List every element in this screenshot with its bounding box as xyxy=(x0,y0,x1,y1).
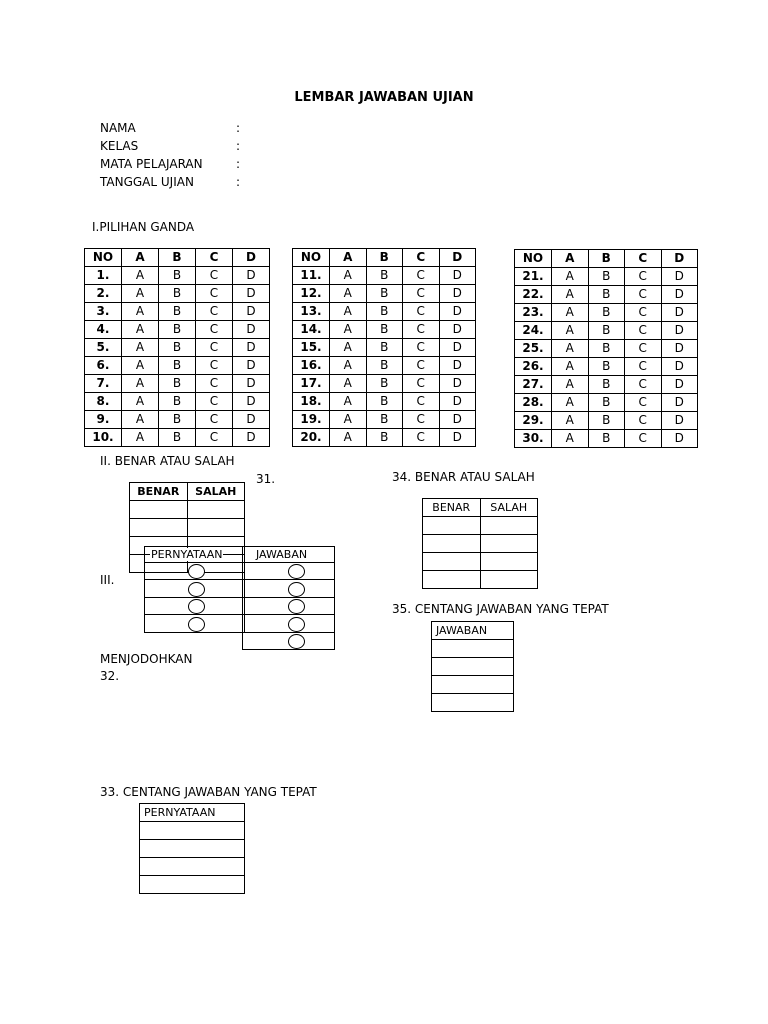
row-divider xyxy=(242,579,335,580)
option-b[interactable]: B xyxy=(366,321,403,339)
option-c[interactable]: C xyxy=(403,285,440,303)
option-b[interactable]: B xyxy=(588,358,625,376)
option-a[interactable]: A xyxy=(552,430,589,448)
answer-table-21-30 xyxy=(514,249,698,448)
identity-label-nama: NAMA xyxy=(100,121,136,135)
answer-cell[interactable] xyxy=(480,517,538,535)
option-c[interactable]: C xyxy=(196,429,233,447)
table-row xyxy=(140,876,245,894)
column-header-a: A xyxy=(122,249,159,267)
table-row xyxy=(293,339,476,357)
option-c[interactable]: C xyxy=(625,394,662,412)
question-number: 13. xyxy=(293,303,330,321)
question-number: 26. xyxy=(515,358,552,376)
table-row xyxy=(293,285,476,303)
question-33-label: 33. CENTANG JAWABAN YANG TEPAT xyxy=(100,785,317,799)
identity-colon: : xyxy=(236,121,241,135)
jawaban-table-35 xyxy=(431,621,514,712)
option-d[interactable]: D xyxy=(233,393,270,411)
option-d[interactable]: D xyxy=(439,411,476,429)
question-number: 20. xyxy=(293,429,330,447)
table-row xyxy=(293,303,476,321)
option-a[interactable]: A xyxy=(552,304,589,322)
answer-cell[interactable] xyxy=(140,876,245,894)
option-d[interactable]: D xyxy=(439,357,476,375)
question-34-label: 34. BENAR ATAU SALAH xyxy=(392,470,535,484)
option-d[interactable]: D xyxy=(661,358,698,376)
option-a[interactable]: A xyxy=(122,303,159,321)
column-header-b: B xyxy=(588,250,625,268)
option-b[interactable]: B xyxy=(588,430,625,448)
option-b[interactable]: B xyxy=(366,339,403,357)
option-d[interactable]: D xyxy=(439,393,476,411)
section-3-roman-label: III. xyxy=(100,573,115,587)
benar-header: BENAR xyxy=(130,483,188,501)
option-b[interactable]: B xyxy=(366,393,403,411)
table-row xyxy=(515,376,698,394)
question-number: 8. xyxy=(85,393,122,411)
row-divider xyxy=(144,614,245,615)
question-number: 12. xyxy=(293,285,330,303)
table-header-row xyxy=(515,250,698,268)
question-number: 28. xyxy=(515,394,552,412)
option-c[interactable]: C xyxy=(403,303,440,321)
option-d[interactable]: D xyxy=(233,411,270,429)
option-d[interactable]: D xyxy=(439,303,476,321)
table-row xyxy=(293,429,476,447)
column-header-b: B xyxy=(366,249,403,267)
identity-label-tanggal-ujian: TANGGAL UJIAN xyxy=(100,175,194,189)
question-number: 15. xyxy=(293,339,330,357)
option-c[interactable]: C xyxy=(403,393,440,411)
answer-cell[interactable] xyxy=(432,658,514,676)
table-row xyxy=(515,412,698,430)
table-row xyxy=(515,358,698,376)
section-pilihan-ganda-label: I.PILIHAN GANDA xyxy=(92,220,195,234)
option-d[interactable]: D xyxy=(233,429,270,447)
section-menjodohkan-label: MENJODOHKAN xyxy=(100,652,193,666)
question-32-number: 32. xyxy=(100,669,120,683)
table-row xyxy=(423,553,538,571)
answer-cell[interactable] xyxy=(130,519,188,537)
option-b[interactable]: B xyxy=(588,286,625,304)
option-d[interactable]: D xyxy=(661,268,698,286)
answer-cell[interactable] xyxy=(480,553,538,571)
option-a[interactable]: A xyxy=(552,286,589,304)
table-row xyxy=(85,411,270,429)
option-d[interactable]: D xyxy=(439,339,476,357)
table-row xyxy=(85,285,270,303)
salah-header: SALAH xyxy=(480,499,538,517)
option-b[interactable]: B xyxy=(159,321,196,339)
option-d[interactable]: D xyxy=(233,267,270,285)
table-row xyxy=(515,268,698,286)
option-b[interactable]: B xyxy=(366,285,403,303)
option-a[interactable]: A xyxy=(122,321,159,339)
table-row xyxy=(85,375,270,393)
answer-cell[interactable] xyxy=(480,571,538,589)
table-header-row xyxy=(432,622,514,640)
table-row xyxy=(85,321,270,339)
answer-cell[interactable] xyxy=(432,676,514,694)
table-row xyxy=(515,286,698,304)
option-c[interactable]: C xyxy=(625,376,662,394)
option-b[interactable]: B xyxy=(159,303,196,321)
table-row xyxy=(293,267,476,285)
option-a[interactable]: A xyxy=(330,429,367,447)
table-row xyxy=(432,676,514,694)
question-number: 6. xyxy=(85,357,122,375)
column-header-a: A xyxy=(552,250,589,268)
identity-colon: : xyxy=(236,139,241,153)
answer-cell[interactable] xyxy=(480,535,538,553)
table-row xyxy=(515,430,698,448)
identity-colon: : xyxy=(236,175,241,189)
option-d[interactable]: D xyxy=(661,376,698,394)
match-dot-right[interactable] xyxy=(288,599,305,614)
option-d[interactable]: D xyxy=(233,357,270,375)
option-a[interactable]: A xyxy=(552,358,589,376)
answer-cell[interactable] xyxy=(140,840,245,858)
option-a[interactable]: A xyxy=(122,267,159,285)
option-d[interactable]: D xyxy=(233,321,270,339)
table-header-row xyxy=(293,249,476,267)
option-a[interactable]: A xyxy=(552,268,589,286)
table-row xyxy=(293,393,476,411)
table-header-row xyxy=(85,249,270,267)
table-header-row xyxy=(140,804,245,822)
option-b[interactable]: B xyxy=(588,322,625,340)
option-c[interactable]: C xyxy=(403,375,440,393)
column-header-d: D xyxy=(439,249,476,267)
table-row xyxy=(85,357,270,375)
option-b[interactable]: B xyxy=(159,339,196,357)
table-row xyxy=(85,267,270,285)
question-number: 1. xyxy=(85,267,122,285)
question-number: 17. xyxy=(293,375,330,393)
question-31-number: 31. xyxy=(256,472,276,486)
row-divider xyxy=(242,562,335,563)
option-a[interactable]: A xyxy=(330,375,367,393)
option-a[interactable]: A xyxy=(330,303,367,321)
question-number: 23. xyxy=(515,304,552,322)
option-a[interactable]: A xyxy=(330,267,367,285)
section-benar-salah-label: II. BENAR ATAU SALAH xyxy=(100,454,235,468)
question-number: 9. xyxy=(85,411,122,429)
match-dot-right[interactable] xyxy=(288,617,305,632)
column-header-d: D xyxy=(233,249,270,267)
question-number: 21. xyxy=(515,268,552,286)
option-a[interactable]: A xyxy=(552,322,589,340)
option-d[interactable]: D xyxy=(661,286,698,304)
option-b[interactable]: B xyxy=(588,412,625,430)
option-b[interactable]: B xyxy=(366,267,403,285)
jawaban-header: JAWABAN xyxy=(432,622,514,640)
option-a[interactable]: A xyxy=(122,411,159,429)
table-row xyxy=(140,858,245,876)
option-c[interactable]: C xyxy=(625,412,662,430)
table-row xyxy=(140,822,245,840)
option-c[interactable]: C xyxy=(625,340,662,358)
answer-cell[interactable] xyxy=(140,858,245,876)
answer-cell[interactable] xyxy=(423,517,481,535)
question-number: 4. xyxy=(85,321,122,339)
option-a[interactable]: A xyxy=(122,285,159,303)
column-header-no: NO xyxy=(85,249,122,267)
table-row xyxy=(85,303,270,321)
option-a[interactable]: A xyxy=(330,285,367,303)
option-b[interactable]: B xyxy=(588,376,625,394)
table-row xyxy=(85,393,270,411)
column-header-c: C xyxy=(403,249,440,267)
option-c[interactable]: C xyxy=(196,339,233,357)
benar-header: BENAR xyxy=(423,499,481,517)
option-c[interactable]: C xyxy=(196,267,233,285)
option-c[interactable]: C xyxy=(625,322,662,340)
row-divider xyxy=(242,614,335,615)
question-number: 18. xyxy=(293,393,330,411)
option-a[interactable]: A xyxy=(330,357,367,375)
option-c[interactable]: C xyxy=(196,411,233,429)
table-row xyxy=(85,429,270,447)
option-a[interactable]: A xyxy=(122,375,159,393)
table-row xyxy=(293,357,476,375)
column-header-b: B xyxy=(159,249,196,267)
option-d[interactable]: D xyxy=(439,375,476,393)
answer-table-1-10 xyxy=(84,248,270,447)
table-row xyxy=(432,640,514,658)
option-a[interactable]: A xyxy=(330,393,367,411)
question-number: 2. xyxy=(85,285,122,303)
column-header-no: NO xyxy=(515,250,552,268)
option-a[interactable]: A xyxy=(330,339,367,357)
question-number: 11. xyxy=(293,267,330,285)
table-header-row xyxy=(130,483,245,501)
option-c[interactable]: C xyxy=(403,429,440,447)
option-c[interactable]: C xyxy=(196,321,233,339)
match-dot-right[interactable] xyxy=(288,582,305,597)
option-c[interactable]: C xyxy=(196,303,233,321)
option-c[interactable]: C xyxy=(403,357,440,375)
answer-cell[interactable] xyxy=(187,501,245,519)
pernyataan-header: PERNYATAAN xyxy=(151,548,223,561)
question-35-label: 35. CENTANG JAWABAN YANG TEPAT xyxy=(392,602,609,616)
answer-cell[interactable] xyxy=(130,501,188,519)
identity-label-mata-pelajaran: MATA PELAJARAN xyxy=(100,157,203,171)
table-row xyxy=(515,394,698,412)
row-divider xyxy=(144,579,245,580)
answer-cell[interactable] xyxy=(423,553,481,571)
answer-cell[interactable] xyxy=(432,694,514,712)
answer-cell[interactable] xyxy=(140,822,245,840)
option-d[interactable]: D xyxy=(661,430,698,448)
option-d[interactable]: D xyxy=(233,339,270,357)
table-header-row xyxy=(423,499,538,517)
column-header-a: A xyxy=(330,249,367,267)
column-header-d: D xyxy=(661,250,698,268)
option-c[interactable]: C xyxy=(403,321,440,339)
column-header-c: C xyxy=(196,249,233,267)
option-b[interactable]: B xyxy=(159,375,196,393)
option-b[interactable]: B xyxy=(588,394,625,412)
table-row xyxy=(85,339,270,357)
table-row xyxy=(130,501,245,519)
option-d[interactable]: D xyxy=(233,375,270,393)
table-row xyxy=(130,519,245,537)
option-b[interactable]: B xyxy=(588,268,625,286)
row-divider xyxy=(242,597,335,598)
match-dot-left[interactable] xyxy=(188,582,205,597)
option-b[interactable]: B xyxy=(159,357,196,375)
table-row xyxy=(515,322,698,340)
option-a[interactable]: A xyxy=(122,339,159,357)
option-c[interactable]: C xyxy=(625,286,662,304)
question-number: 10. xyxy=(85,429,122,447)
option-c[interactable]: C xyxy=(403,411,440,429)
answer-cell[interactable] xyxy=(187,519,245,537)
option-d[interactable]: D xyxy=(661,394,698,412)
option-d[interactable]: D xyxy=(661,412,698,430)
option-b[interactable]: B xyxy=(159,267,196,285)
pernyataan-header: PERNYATAAN xyxy=(140,804,245,822)
option-a[interactable]: A xyxy=(552,340,589,358)
question-number: 16. xyxy=(293,357,330,375)
option-c[interactable]: C xyxy=(403,267,440,285)
option-d[interactable]: D xyxy=(439,285,476,303)
option-d[interactable]: D xyxy=(439,267,476,285)
match-dot-right[interactable] xyxy=(288,564,305,579)
question-number: 19. xyxy=(293,411,330,429)
answer-cell[interactable] xyxy=(423,535,481,553)
option-d[interactable]: D xyxy=(661,340,698,358)
option-d[interactable]: D xyxy=(233,303,270,321)
table-row xyxy=(293,321,476,339)
question-number: 29. xyxy=(515,412,552,430)
option-c[interactable]: C xyxy=(196,357,233,375)
question-number: 7. xyxy=(85,375,122,393)
option-d[interactable]: D xyxy=(661,322,698,340)
option-a[interactable]: A xyxy=(122,429,159,447)
option-c[interactable]: C xyxy=(196,375,233,393)
option-c[interactable]: C xyxy=(625,304,662,322)
table-row xyxy=(432,658,514,676)
option-c[interactable]: C xyxy=(625,430,662,448)
question-number: 25. xyxy=(515,340,552,358)
option-a[interactable]: A xyxy=(552,412,589,430)
table-row xyxy=(515,340,698,358)
option-a[interactable]: A xyxy=(122,357,159,375)
match-dot-right[interactable] xyxy=(288,634,305,649)
option-a[interactable]: A xyxy=(330,411,367,429)
identity-label-kelas: KELAS xyxy=(100,139,139,153)
option-b[interactable]: B xyxy=(366,411,403,429)
salah-header: SALAH xyxy=(187,483,245,501)
question-number: 22. xyxy=(515,286,552,304)
table-row xyxy=(423,517,538,535)
option-b[interactable]: B xyxy=(366,303,403,321)
table-row xyxy=(515,304,698,322)
table-row xyxy=(423,535,538,553)
page-title: LEMBAR JAWABAN UJIAN xyxy=(294,90,474,105)
option-b[interactable]: B xyxy=(588,304,625,322)
option-b[interactable]: B xyxy=(366,357,403,375)
answer-cell[interactable] xyxy=(432,640,514,658)
option-d[interactable]: D xyxy=(233,285,270,303)
match-dot-left[interactable] xyxy=(188,599,205,614)
question-number: 30. xyxy=(515,430,552,448)
table-row xyxy=(140,840,245,858)
column-header-no: NO xyxy=(293,249,330,267)
option-b[interactable]: B xyxy=(366,429,403,447)
option-a[interactable]: A xyxy=(552,394,589,412)
option-d[interactable]: D xyxy=(661,304,698,322)
option-b[interactable]: B xyxy=(366,375,403,393)
option-c[interactable]: C xyxy=(196,393,233,411)
pernyataan-table-33 xyxy=(139,803,245,894)
identity-colon: : xyxy=(236,157,241,171)
benar-salah-table-34 xyxy=(422,498,538,589)
option-a[interactable]: A xyxy=(122,393,159,411)
option-d[interactable]: D xyxy=(439,321,476,339)
option-b[interactable]: B xyxy=(159,285,196,303)
table-row xyxy=(293,375,476,393)
answer-cell[interactable] xyxy=(423,571,481,589)
question-number: 5. xyxy=(85,339,122,357)
table-row xyxy=(432,694,514,712)
question-number: 27. xyxy=(515,376,552,394)
option-b[interactable]: B xyxy=(159,429,196,447)
option-c[interactable]: C xyxy=(196,285,233,303)
match-dot-left[interactable] xyxy=(188,617,205,632)
option-c[interactable]: C xyxy=(625,358,662,376)
option-d[interactable]: D xyxy=(439,429,476,447)
question-number: 14. xyxy=(293,321,330,339)
question-number: 24. xyxy=(515,322,552,340)
option-a[interactable]: A xyxy=(552,376,589,394)
answer-table-11-20 xyxy=(292,248,476,447)
jawaban-header: JAWABAN xyxy=(256,548,308,561)
option-c[interactable]: C xyxy=(403,339,440,357)
question-number: 3. xyxy=(85,303,122,321)
row-divider xyxy=(144,597,245,598)
table-row xyxy=(293,411,476,429)
row-divider xyxy=(144,562,245,563)
match-dot-left[interactable] xyxy=(188,564,205,579)
option-b[interactable]: B xyxy=(159,411,196,429)
row-divider xyxy=(242,632,335,633)
option-b[interactable]: B xyxy=(159,393,196,411)
option-c[interactable]: C xyxy=(625,268,662,286)
table-row xyxy=(423,571,538,589)
column-header-c: C xyxy=(625,250,662,268)
option-b[interactable]: B xyxy=(588,340,625,358)
option-a[interactable]: A xyxy=(330,321,367,339)
